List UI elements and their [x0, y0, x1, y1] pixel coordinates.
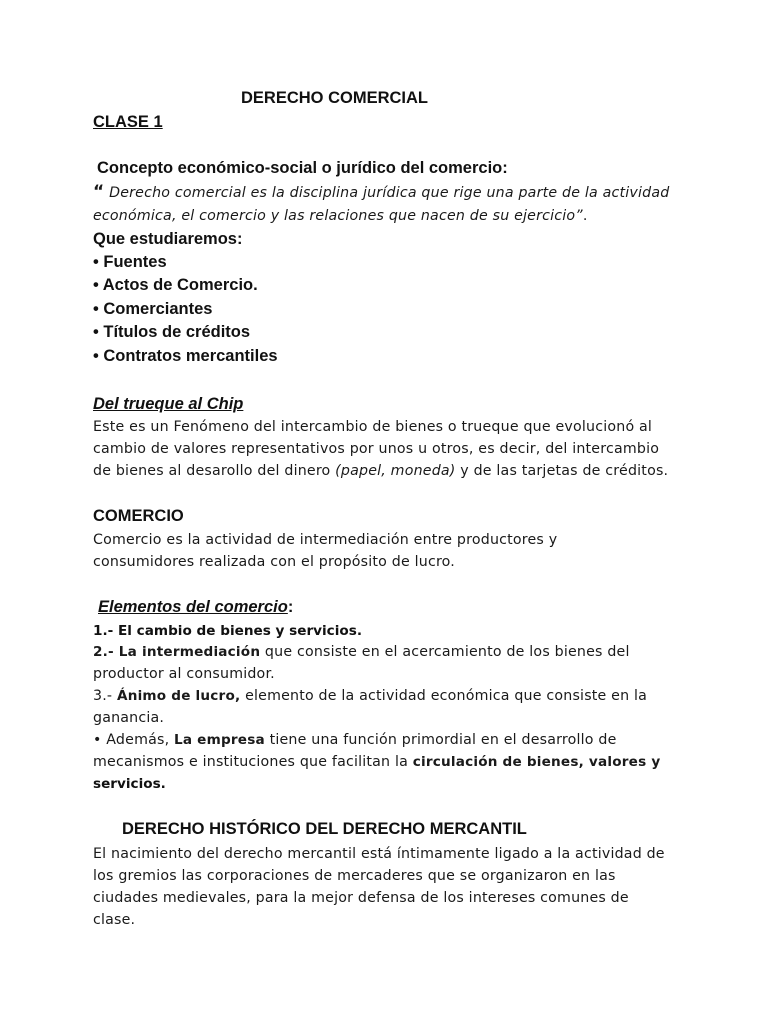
- elemento-2-rest: que consiste en el acercamiento de los bienes del: [260, 644, 630, 660]
- quote-end: .: [582, 208, 588, 224]
- elementos-heading: [98, 596, 293, 618]
- class-label: CLASE 1: [93, 113, 163, 131]
- elemento-3-rest: elemento de la actividad económica que consiste en la: [240, 688, 648, 704]
- quote-mark: “: [93, 182, 105, 202]
- historico-line-4: clase.: [93, 912, 136, 928]
- elemento-2-bold: 2.- La intermediación: [93, 644, 261, 660]
- trueque-line-1: Este es un Fenómeno del intercambio de bienes o trueque que evolucionó al: [93, 419, 653, 435]
- elementos-heading-colon: :: [287, 598, 294, 616]
- historico-line-3: ciudades medievales, para la mejor defensa de los intereses comunes de: [93, 890, 629, 906]
- concept-heading: Concepto económico-social o jurídico del comercio:: [97, 159, 508, 177]
- elemento-3-prefix: 3.-: [93, 688, 117, 704]
- study-item: • Títulos de créditos: [93, 323, 251, 341]
- elemento-4-bold: La empresa: [174, 732, 265, 748]
- comercio-heading: COMERCIO: [93, 507, 184, 525]
- study-item: • Actos de Comercio.: [93, 276, 258, 294]
- comercio-line-1: Comercio es la actividad de intermediación entre productores y: [93, 532, 558, 548]
- trueque-line-3-a: de bienes al desarollo del dinero: [93, 463, 336, 479]
- elemento-1: 1.- El cambio de bienes y servicios.: [93, 623, 362, 639]
- elemento-4-line-3: servicios.: [93, 776, 166, 792]
- trueque-line-3-italic: (papel, moneda): [335, 463, 456, 479]
- study-item: • Comerciantes: [93, 300, 213, 318]
- comercio-line-2: consumidores realizada con el propósito de lucro.: [93, 554, 456, 570]
- elemento-4-rest: tiene una función primordial en el desarrollo de: [264, 732, 617, 748]
- study-item: • Fuentes: [93, 253, 167, 271]
- concept-quote-line-1: [93, 181, 669, 204]
- trueque-line-3-c: y de las tarjetas de créditos.: [455, 463, 669, 479]
- elemento-2-line-2: productor al consumidor.: [93, 666, 275, 682]
- quote-text-1: Derecho comercial es la disciplina jurídica que rige una parte de la actividad: [104, 185, 670, 201]
- trueque-heading: Del trueque al Chip: [93, 395, 244, 413]
- study-item: • Contratos mercantiles: [93, 347, 278, 365]
- trueque-line-3: [93, 460, 668, 482]
- concept-quote-line-2: [93, 205, 588, 227]
- study-heading: Que estudiaremos:: [93, 230, 243, 248]
- elemento-3-bold: Ánimo de lucro,: [116, 688, 241, 704]
- historico-heading: DERECHO HISTÓRICO DEL DERECHO MERCANTIL: [122, 820, 527, 838]
- elemento-4-prefix: • Además,: [93, 732, 174, 748]
- elemento-3: [93, 685, 647, 707]
- historico-line-2: los gremios las corporaciones de mercaderes que se organizaron en las: [93, 868, 616, 884]
- elemento-4: [93, 729, 617, 751]
- document-title: DERECHO COMERCIAL: [241, 89, 429, 107]
- elemento-4-line-2-bold: circulación de bienes, valores y: [412, 754, 661, 770]
- elementos-heading-text: Elementos del comercio: [98, 598, 288, 616]
- quote-text-2: económica, el comercio y las relaciones que nacen de su ejercicio”: [93, 208, 583, 224]
- trueque-line-2: cambio de valores representativos por unos u otros, es decir, del intercambio: [93, 441, 660, 457]
- elemento-2: [93, 641, 630, 663]
- elemento-3-line-2: ganancia.: [93, 710, 165, 726]
- historico-line-1: El nacimiento del derecho mercantil está íntimamente ligado a la actividad de: [93, 846, 665, 862]
- elemento-4-line-2: [93, 751, 660, 773]
- elemento-4-line-2-a: mecanismos e instituciones que facilitan la: [93, 754, 413, 770]
